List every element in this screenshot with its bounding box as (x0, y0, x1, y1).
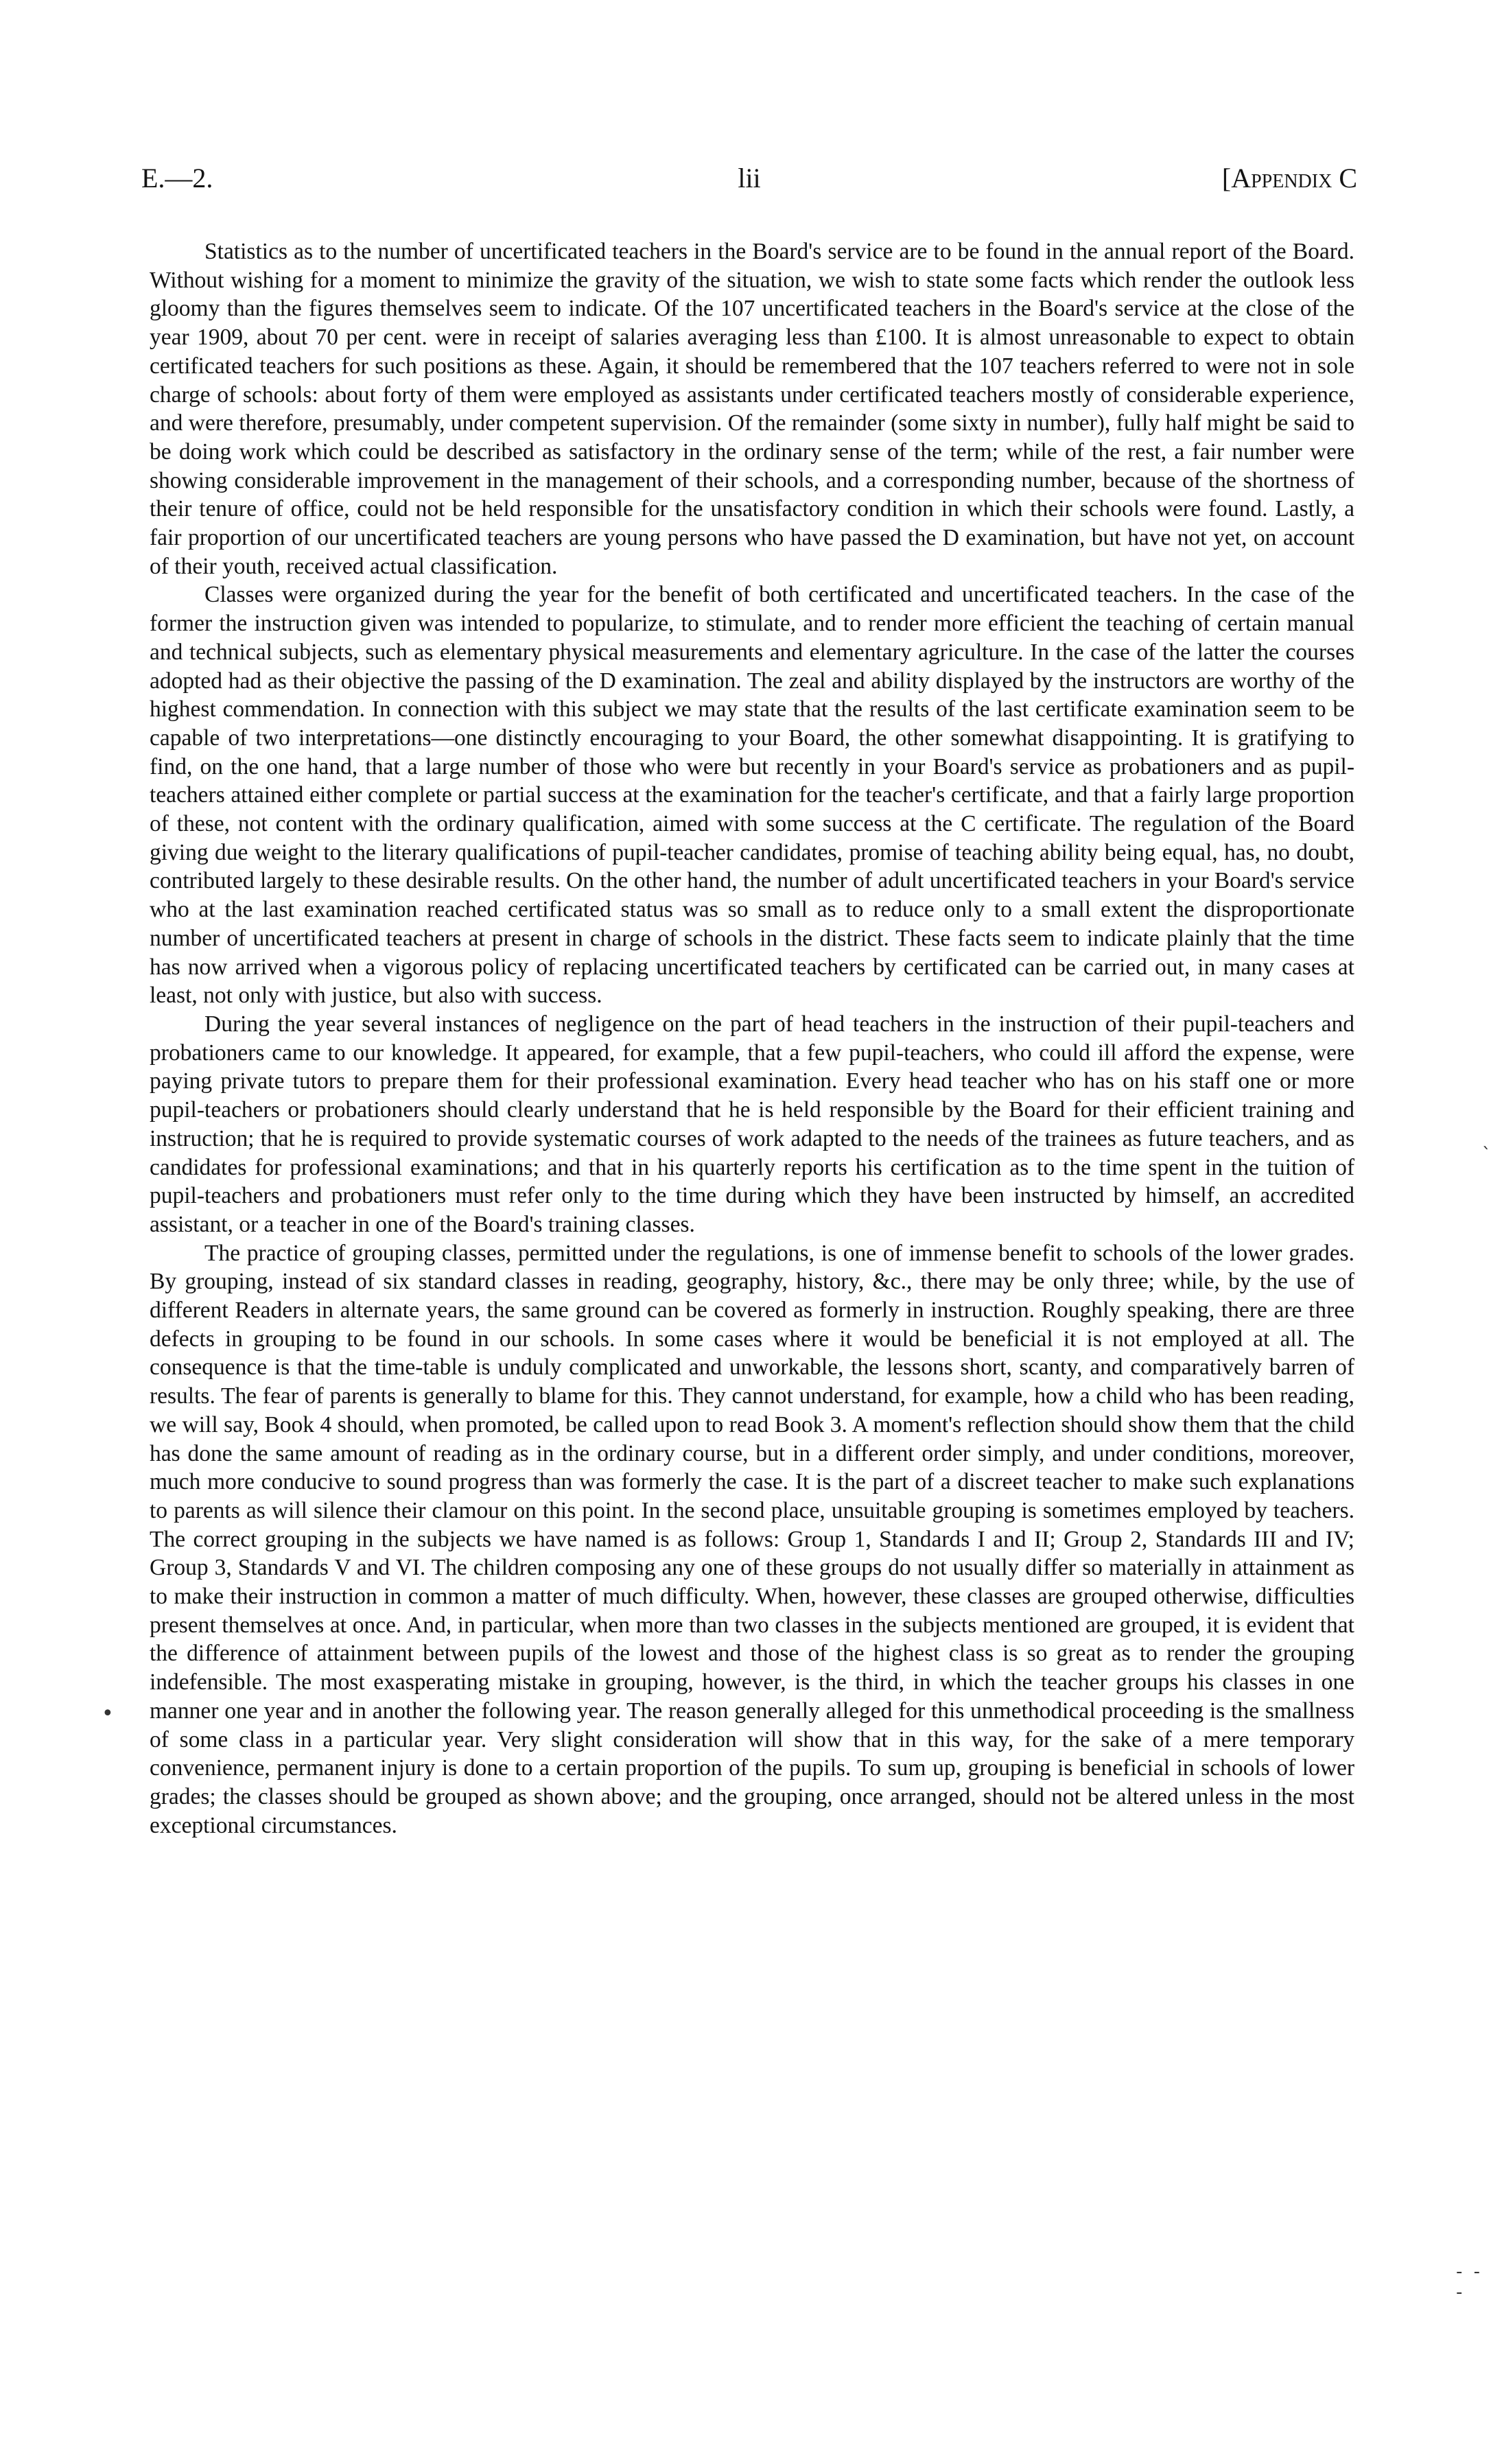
page-header (141, 162, 1357, 210)
report-code: E.—2. (141, 163, 213, 193)
page-number: lii (738, 163, 761, 193)
margin-mark-right-upper: ` (1482, 1145, 1491, 1165)
margin-mark-left-lower: • (102, 1702, 114, 1726)
paragraph-teacher-classes: Classes were organized during the year for the benefit of both certificated and uncertificated teachers. In the case of the former the instruction given was intended to popularize, to stimulate, and to render more efficient the teaching of certain manual and technical subjects, such as elementary physical measurements and elementary agriculture. In the case of the latter the courses adopted had as their objective the passing of the D examination. The zeal and ability displayed by the instructors are worthy of the highest commendation. In connection with this subject we may state that the results of the last certificate examination seem to be capable of two interpretations—one distinctly encouraging to your Board, the other somewhat disappointing. It is gratifying to find, on the one hand, that a large number of those who were but recently in your Board's service as probationers and as pupil-teachers attained either complete or partial success at the examination for the teacher's certificate, and that a fairly large proportion of these, not content with the ordinary qualification, aimed with some success at the C certificate. The regulation of the Board giving due weight to the literary qualifications of pupil-teacher candidates, promise of teaching ability being equal, has, no doubt, contributed largely to these desirable results. On the other hand, the number of adult uncertificated teachers in your Board's service who at the last examination reached certificated status was so small as to reduce only to a small extent the disproportionate number of uncertificated teachers at present in charge of schools in the district. These facts seem to indicate plainly that the time has now arrived when a vigorous policy of replacing uncertificated teachers by certificated can be carried out, in many cases at least, not only with justice, but also with success. (150, 582, 1354, 1009)
paragraph-pupil-teacher-instruction: During the year several instances of negligence on the part of head teachers in the instruction of their pupil-teachers and probationers came to our knowledge. It appeared, for example, that a few pupil-teachers, who could ill afford the expense, were paying private tutors to prepare them for their professional examination. Every head teacher who has on his staff one or more pupil-teachers or probationers should clearly understand that he is held responsible by the Board for their efficient training and instruction; that he is required to provide systematic courses of work adapted to the needs of the trainees as future teachers, and as candidates for professional examinations; and that in his quarterly reports his certification as to the time spent in the tuition of pupil-teachers and probationers must refer only to the time during which they have been instructed by himself, an accredited assistant, or a teacher in one of the Board's training classes. (150, 1011, 1354, 1237)
paragraph-uncertificated-statistics: Statistics as to the number of uncertificated teachers in the Board's service are to be found in the annual report of the Board. Without wishing for a moment to minimize the gravity of the situation, we wish to state some facts which render the outlook less gloomy than the figures themselves seem to indicate. Of the 107 uncertificated teachers in the Board's service at the close of the year 1909, about 70 per cent. were in receipt of salaries averaging less than £100. It is almost unreasonable to expect to obtain certificated teachers for such positions as these. Again, it should be remembered that the 107 teachers referred to were not in sole charge of schools: about forty of them were employed as assistants under certificated teachers mostly of considerable experience, and were therefore, presumably, under competent supervision. Of the remainder (some sixty in number), fully half might be said to be doing work which could be described as satisfactory in the ordinary sense of the term; while of the rest, a fair number were showing considerable improvement in the management of their schools, and a corresponding number, because of the shortness of their tenure of office, could not be held responsible for the unsatisfactory condition in which their schools were found. Lastly, a fair proportion of our uncertificated teachers are young persons who have passed the D examination, but have not yet, on account of their youth, received actual classification. (150, 239, 1354, 579)
margin-mark-right-lower: - - - (1456, 2262, 1483, 2303)
paragraph-grouping-classes: The practice of grouping classes, permitted under the regulations, is one of immense benefit to schools of the lower grades. By grouping, instead of six standard classes in reading, geography, history, &c., there may be only three; while, by the use of different Readers in alternate years, the same ground can be covered as formerly in instruction. Roughly speaking, there are three defects in grouping to be found in our schools. In some cases where it would be beneficial it is not employed at all. The consequence is that the time-table is unduly complicated and unworkable, the lessons short, scanty, and comparatively barren of results. The fear of parents is generally to blame for this. They cannot understand, for example, how a child who has been reading, we will say, Book 4 should, when promoted, be called upon to read Book 3. A moment's reflection should show them that the child has done the same amount of reading as in the ordinary course, but in a different order simply, and under conditions, moreover, much more conducive to sound progress than was formerly the case. It is the part of a discreet teacher to make such explanations to parents as will silence their clamour on this point. In the second place, unsuitable grouping is sometimes employed by teachers. The correct grouping in the subjects we have named is as follows: Group 1, Standards I and II; Group 2, Standards III and IV; Group 3, Standards V and VI. The children composing any one of these groups do not usually differ so materially in attainment as to make their instruction in common a matter of much difficulty. When, however, these classes are grouped otherwise, difficulties present themselves at once. And, in particular, when more than two classes in the subjects mentioned are grouped, it is evident that the difference of attainment between pupils of the lowest and those of the highest class is so great as to render the grouping indefensible. The most exasperating mistake in grouping, however, is the third, in which the teacher groups his classes in one manner one year and in another the following year. The reason generally alleged for this unmethodical proceeding is the smallness of some class in a particular year. Very slight consideration will show that in this way, for the sake of a mere temporary convenience, permanent injury is done to a certain proportion of the pupils. To sum up, grouping is beneficial in schools of lower grades; the classes should be grouped as shown above; and the grouping, once arranged, should not be altered unless in the most exceptional circumstances. (150, 1240, 1354, 1838)
appendix-label: [Appendix C (1221, 163, 1357, 193)
body-text (150, 237, 1354, 1840)
